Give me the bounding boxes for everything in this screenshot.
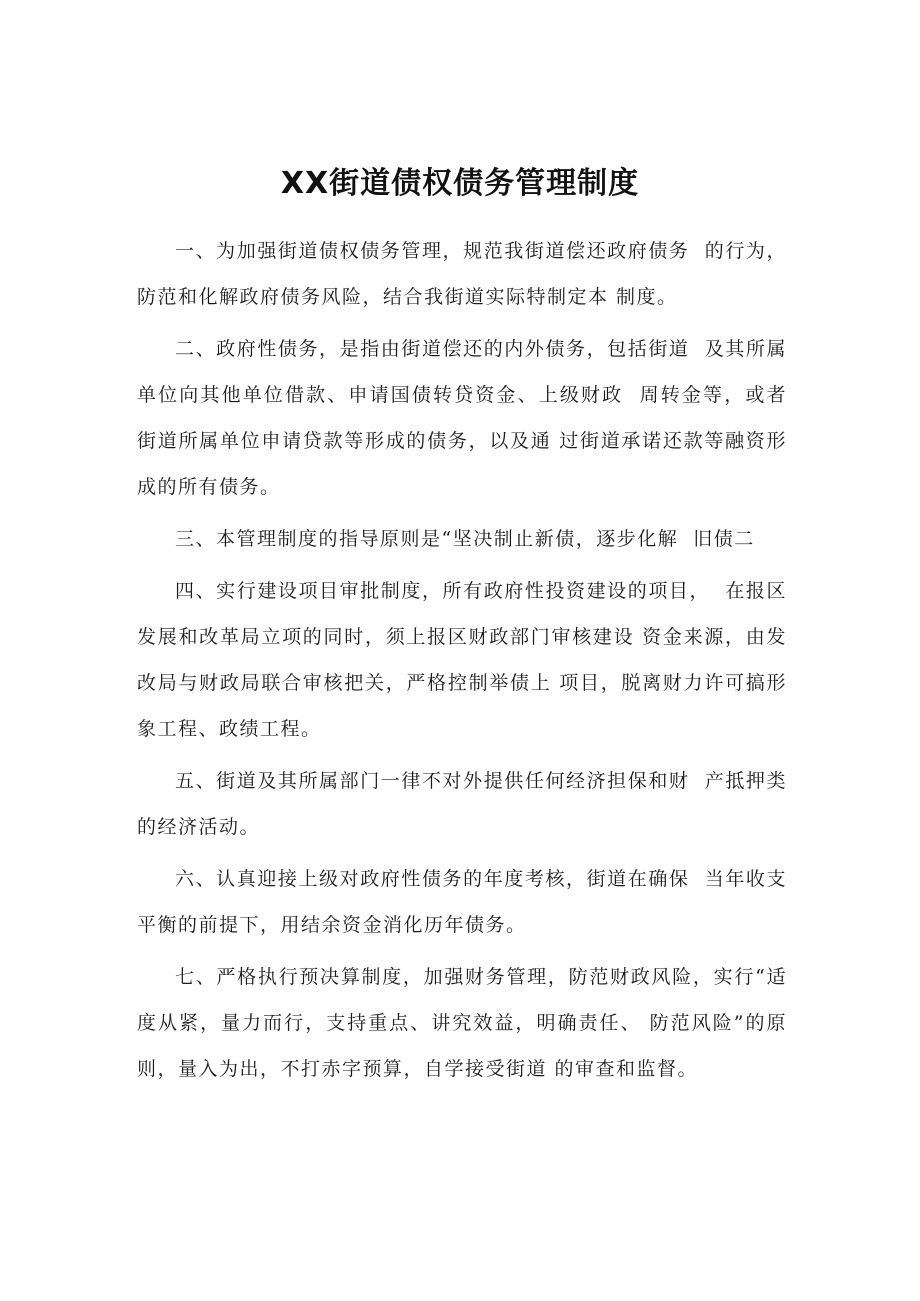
paragraph-6: 六、认真迎接上级对政府性债务的年度考核，街道在确保 当年收支平衡的前提下，用结余资金消化历年债务。 — [137, 868, 787, 936]
paragraph-3: 三、本管理制度的指导原则是“坚决制止新债，逐步化解 旧债二 — [175, 528, 755, 550]
paragraph-1: 一、为加强街道债权债务管理，规范我街道偿还政府债务 的行为，防范和化解政府债务风险，结合我街道实际特制定本 制度。 — [137, 240, 787, 308]
paragraph-4: 四、实行建设项目审批制度，所有政府性投资建设的项目， 在报区发展和改革局立项的同时，须上报区财政部门审核建设 资金来源，由发改局与财政局联合审核把关，严格控制举债上 项目，脱离财力许可搞形象工程、政绩工程。 — [137, 580, 787, 740]
paragraph-2: 二、政府性债务，是指由街道偿还的内外债务，包括街道 及其所属单位向其他单位借款、申请国债转贷资金、上级财政 周转金等，或者街道所属单位申请贷款等形成的债务，以及通 过街道承诺还款等融资形成的所有债务。 — [137, 338, 787, 498]
document-body — [137, 228, 787, 1098]
paragraph-7: 七、严格执行预决算制度，加强财务管理，防范财政风险，实行“适度从紧，量力而行，支持重点、讲究效益，明确责任、 防范风险”的原则，量入为出，不打赤字预算，自学接受街道 的审查和监督。 — [137, 966, 787, 1080]
paragraph-5: 五、街道及其所属部门一律不对外提供任何经济担保和财 产抵押类的经济活动。 — [137, 770, 787, 838]
document-title: XX街道债权债务管理制度 — [280, 166, 640, 201]
